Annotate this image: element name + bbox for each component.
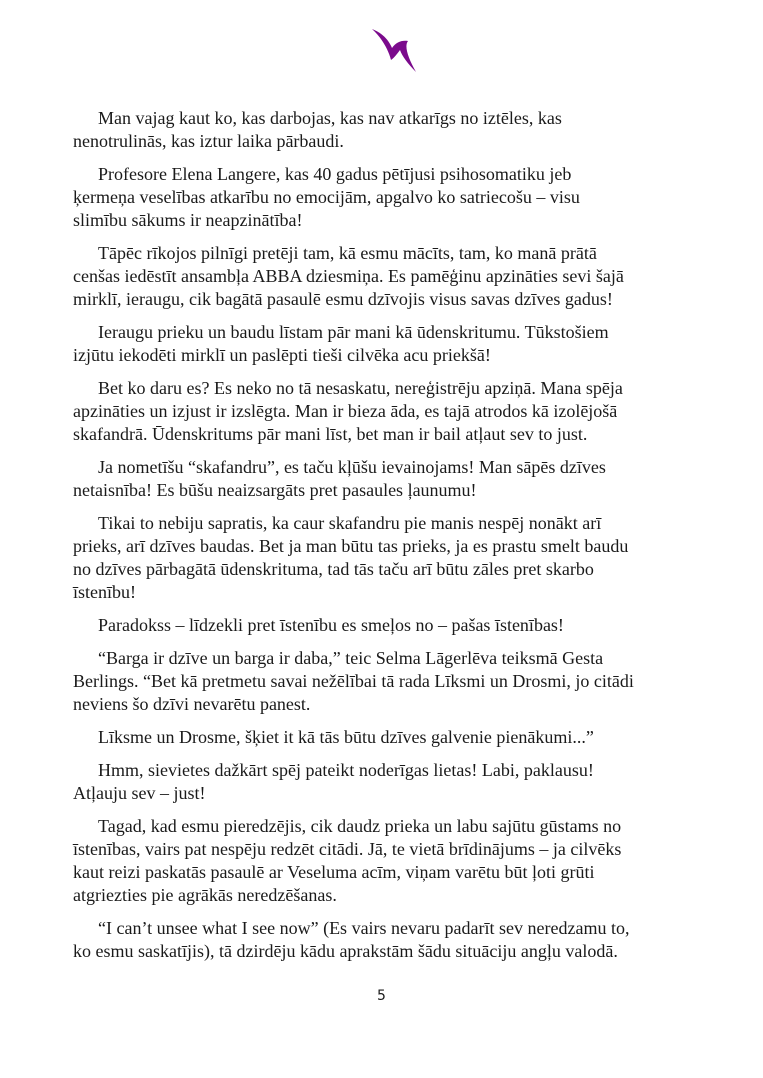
text-line: Ieraugu prieku un baudu līstam pār mani kā ūdenskritumu. Tūkstošiem [98,322,609,342]
text-line: ko esmu saskatījis), tā dzirdēju kādu aprakstām šādu situāciju angļu valodā. [73,941,618,961]
page-number: 5 [377,988,386,1004]
text-line: skafandrā. Ūdenskritums pār mani līst, bet man ir bail atļaut sev to just. [73,424,588,444]
paragraph [73,512,713,604]
text-line: Tikai to nebiju sapratis, ka caur skafandru pie manis nespēj nonākt arī [98,513,602,533]
paragraph [73,759,713,805]
text-line: atgriezties pie agrākās neredzēšanas. [73,885,337,905]
paragraph [73,163,713,232]
text-line: Hmm, sievietes dažkārt spēj pateikt noderīgas lietas! Labi, paklausu! [98,760,594,780]
bird-logo-icon [370,26,418,74]
document-body [73,107,713,973]
paragraph [73,815,713,907]
text-line: Līksme un Drosme, šķiet it kā tās būtu dzīves galvenie pienākumi...” [98,727,594,747]
text-line: cenšas iedēstīt ansambļa ABBA dziesmiņa. Es pamēģinu apzināties sevi šajā [73,266,624,286]
paragraph [73,377,713,446]
text-line: “Barga ir dzīve un barga ir daba,” teic Selma Lāgerlēva teiksmā Gesta [98,648,604,668]
text-line: slimību sākums ir neapzinātība! [73,210,303,230]
paragraph [73,107,713,153]
paragraph [73,917,713,963]
paragraph [73,614,713,637]
text-line: Tāpēc rīkojos pilnīgi pretēji tam, kā esmu mācīts, tam, ko manā prātā [98,243,597,263]
text-line: Profesore Elena Langere, kas 40 gadus pētījusi psihosomatiku jeb [98,164,572,184]
text-line: neviens šo dzīvi nevarētu panest. [73,694,311,714]
paragraph [73,321,713,367]
text-line: Atļauju sev – just! [73,783,206,803]
paragraph [73,726,713,749]
text-line: no dzīves pārbagātā ūdenskrituma, tad tās taču arī būtu zāles pret skarbo [73,559,594,579]
paragraph [73,242,713,311]
text-line: prieks, arī dzīves baudas. Bet ja man būtu tas prieks, ja es prastu smelt baudu [73,536,629,556]
text-line: kaut reizi paskatās pasaulē ar Veseluma acīm, viņam varētu būt ļoti grūti [73,862,595,882]
text-line: nenotrulinās, kas iztur laika pārbaudi. [73,131,344,151]
text-line: Berlings. “Bet kā pretmetu savai nežēlībai tā rada Līksmi un Drosmi, jo citādi [73,671,634,691]
text-line: Tagad, kad esmu pieredzējis, cik daudz prieka un labu sajūtu gūstams no [98,816,622,836]
text-line: Ja nometīšu “skafandru”, es taču kļūšu ievainojams! Man sāpēs dzīves [98,457,606,477]
paragraph [73,456,713,502]
text-line: Paradokss – līdzekli pret īstenību es smeļos no – pašas īstenības! [98,615,564,635]
text-line: izjūtu iekodēti mirklī un paslēpti tieši cilvēka acu priekšā! [73,345,491,365]
text-line: Bet ko daru es? Es neko no tā nesaskatu, nereģistrēju apziņā. Mana spēja [98,378,623,398]
paragraph [73,647,713,716]
text-line: ķermeņa veselības atkarību no emocijām, apgalvo ko satriecošu – visu [73,187,580,207]
text-line: mirklī, ieraugu, cik bagātā pasaulē esmu dzīvojis visus savas dzīves gadus! [73,289,613,309]
text-line: apzināties un izjust ir izslēgta. Man ir bieza āda, es tajā atrodos kā izolējošā [73,401,618,421]
text-line: īstenības, vairs pat nespēju redzēt citādi. Jā, te vietā brīdinājums – ja cilvēks [73,839,622,859]
text-line: Man vajag kaut ko, kas darbojas, kas nav atkarīgs no iztēles, kas [98,108,562,128]
text-line: “I can’t unsee what I see now” (Es vairs nevaru padarīt sev neredzamu to, [98,918,630,938]
text-line: īstenību! [73,582,136,602]
text-line: netaisnība! Es būšu neaizsargāts pret pasaules ļaunumu! [73,480,477,500]
